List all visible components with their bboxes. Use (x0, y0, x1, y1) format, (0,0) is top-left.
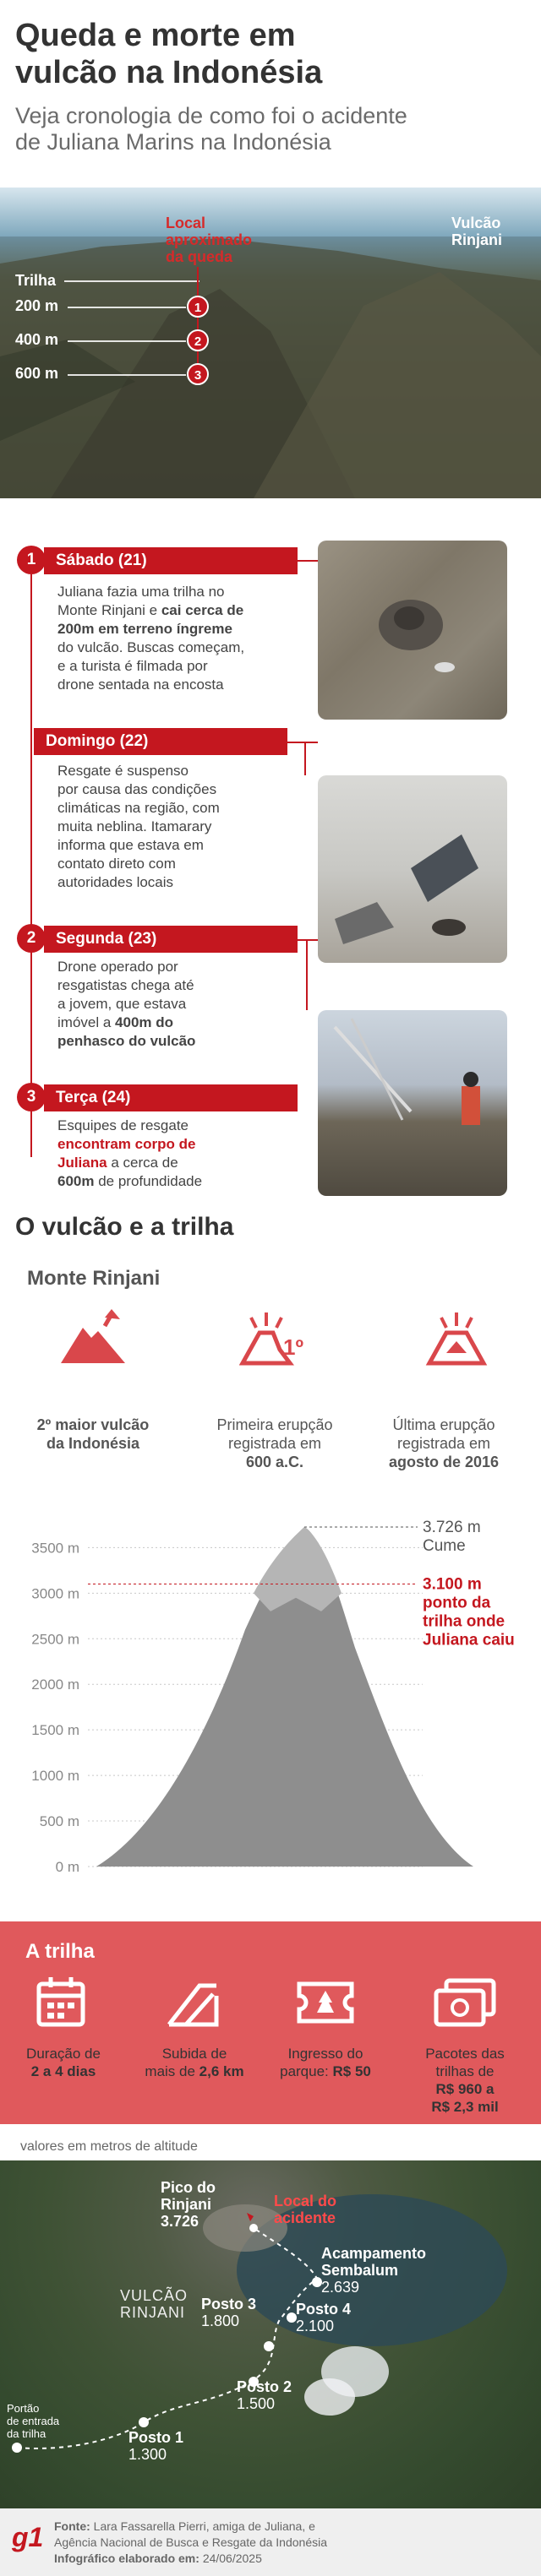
summit-name-label: Cume (423, 1536, 466, 1555)
volcano-map-label: VULCÃO RINJANI (120, 2287, 189, 2321)
altitude-note: valores em metros de altitude (20, 2139, 198, 2154)
y-tick-label: 0 m (55, 1859, 79, 1875)
trail-map (0, 2160, 541, 2508)
slope-icon (166, 1975, 220, 2030)
timeline-photo-1 (318, 541, 507, 720)
fall-desc-label: ponto da (423, 1594, 491, 1612)
map-terrain (0, 2160, 541, 2508)
summit-value-label: 3.726 m (423, 1518, 481, 1536)
pin-3: 3 (187, 363, 209, 385)
page-subtitle: Veja cronologia de como foi o acidente de Juliana Marins na Indonésia (15, 103, 407, 155)
accident-label: Local do acidente (274, 2193, 337, 2226)
timeline-number-3: 3 (17, 1083, 46, 1111)
last-eruption-icon (421, 1307, 492, 1368)
posto2-label: Posto 2 1.500 (237, 2378, 292, 2412)
timeline-text-2: Resgate é suspenso por causa das condições climáticas na região, com muita neblina. Itamarary informa que estava em contato direto com autoridades locais (57, 763, 220, 890)
footer (0, 2508, 541, 2576)
pin-2: 2 (187, 329, 209, 351)
depth-200-label: 200 m (15, 297, 59, 314)
y-tick-label: 1000 m (31, 1768, 79, 1785)
g1-logo: g1 (12, 2522, 44, 2552)
timeline-number-1: 1 (17, 546, 46, 574)
y-tick-label: 1500 m (31, 1722, 79, 1739)
trail-title: A trilha (25, 1940, 95, 1963)
y-tick-label: 500 m (39, 1813, 79, 1830)
entrance-label: Portão de entrada da trilha (7, 2402, 60, 2440)
stat-volcano-rank: 2º maior vulcão da Indonésia (36, 1416, 150, 1452)
peak-label: Pico do Rinjani 3.726 (161, 2179, 216, 2230)
timeline-line (30, 574, 32, 1157)
fall-location-label: Local aproximado da queda (166, 215, 253, 265)
section-title-volcano: O vulcão e a trilha (15, 1213, 234, 1241)
timeline-text-3: Drone operado por resgatistas chega até a jovem, que estava imóvel a 400m do penhasco do vulcão (57, 959, 196, 1049)
timeline-photo-2 (318, 775, 507, 963)
volcano-name: Monte Rinjani (27, 1267, 161, 1290)
timeline-day-3: Segunda (23) (44, 926, 298, 953)
elevation-chart (0, 1512, 541, 1883)
camp-label: Acampamento Sembalum 2.639 (321, 2245, 427, 2296)
footer-source: Fonte: Lara Fassarella Pierri, amiga de Juliana, e Agência Nacional de Busca e Resgate da Indonésia Infográfico elaborado em: 24/06/2025 (54, 2519, 327, 2565)
posto1-label: Posto 1 1.300 (128, 2429, 184, 2463)
money-icon (433, 1975, 497, 2030)
ticket-icon (296, 1975, 355, 2030)
fall-value-label: 3.100 m (423, 1575, 482, 1594)
depth-400-label: 400 m (15, 331, 59, 348)
timeline-text-4: Esquipes de resgate encontram corpo de Juliana a cerca de 600m de profundidade (57, 1117, 203, 1189)
y-tick-label: 2500 m (31, 1631, 79, 1648)
trail-label: Trilha (15, 272, 57, 289)
trail-line (64, 280, 199, 282)
depth-600-label: 600 m (15, 365, 59, 382)
stat-packages: Pacotes das trilhas de R$ 960 a R$ 2,3 mil (425, 2046, 505, 2115)
volcano-label: Vulcão Rinjani (451, 215, 503, 248)
timeline-photo-3 (318, 1010, 507, 1196)
timeline-text-1: Juliana fazia uma trilha no Monte Rinjani e cai cerca de 200m em terreno íngreme do vulcão. Buscas começam, e a turista é filmada por drone sentada na encosta (57, 584, 245, 693)
timeline-day-2: Domingo (22) (34, 728, 287, 755)
y-tick-label: 3500 m (31, 1540, 79, 1557)
first-eruption-icon (239, 1307, 310, 1368)
y-tick-label: 3000 m (31, 1585, 79, 1602)
stat-first-eruption: Primeira erupção registrada em 600 a.C. (216, 1416, 333, 1470)
page-title: Queda e morte em vulcão na Indonésia (15, 18, 323, 90)
timeline-number-2: 2 (17, 924, 46, 953)
timeline-day-1: Sábado (21) (44, 547, 298, 574)
fall-desc-label: trilha onde (423, 1612, 505, 1631)
calendar-icon (36, 1975, 86, 2030)
stat-last-eruption: Última erupção registrada em agosto de 2016 (388, 1416, 500, 1470)
stat-climb: Subida de mais de 2,6 km (145, 2046, 244, 2079)
posto4-label: Posto 4 2.100 (296, 2301, 352, 2334)
stat-ticket: Ingresso do parque: R$ 50 (280, 2046, 371, 2079)
volcano-rank-icon (57, 1307, 128, 1368)
y-tick-label: 2000 m (31, 1677, 79, 1693)
timeline-day-4: Terça (24) (44, 1084, 298, 1111)
svg-text:1º: 1º (283, 1334, 303, 1360)
stat-duration: Duração de 2 a 4 dias (26, 2046, 101, 2079)
hero-aerial-photo (0, 187, 541, 498)
posto3-label: Posto 3 1.800 (201, 2296, 257, 2329)
trail-section (0, 1921, 541, 2124)
fall-desc-label: Juliana caiu (423, 1631, 515, 1649)
pin-1: 1 (187, 296, 209, 318)
